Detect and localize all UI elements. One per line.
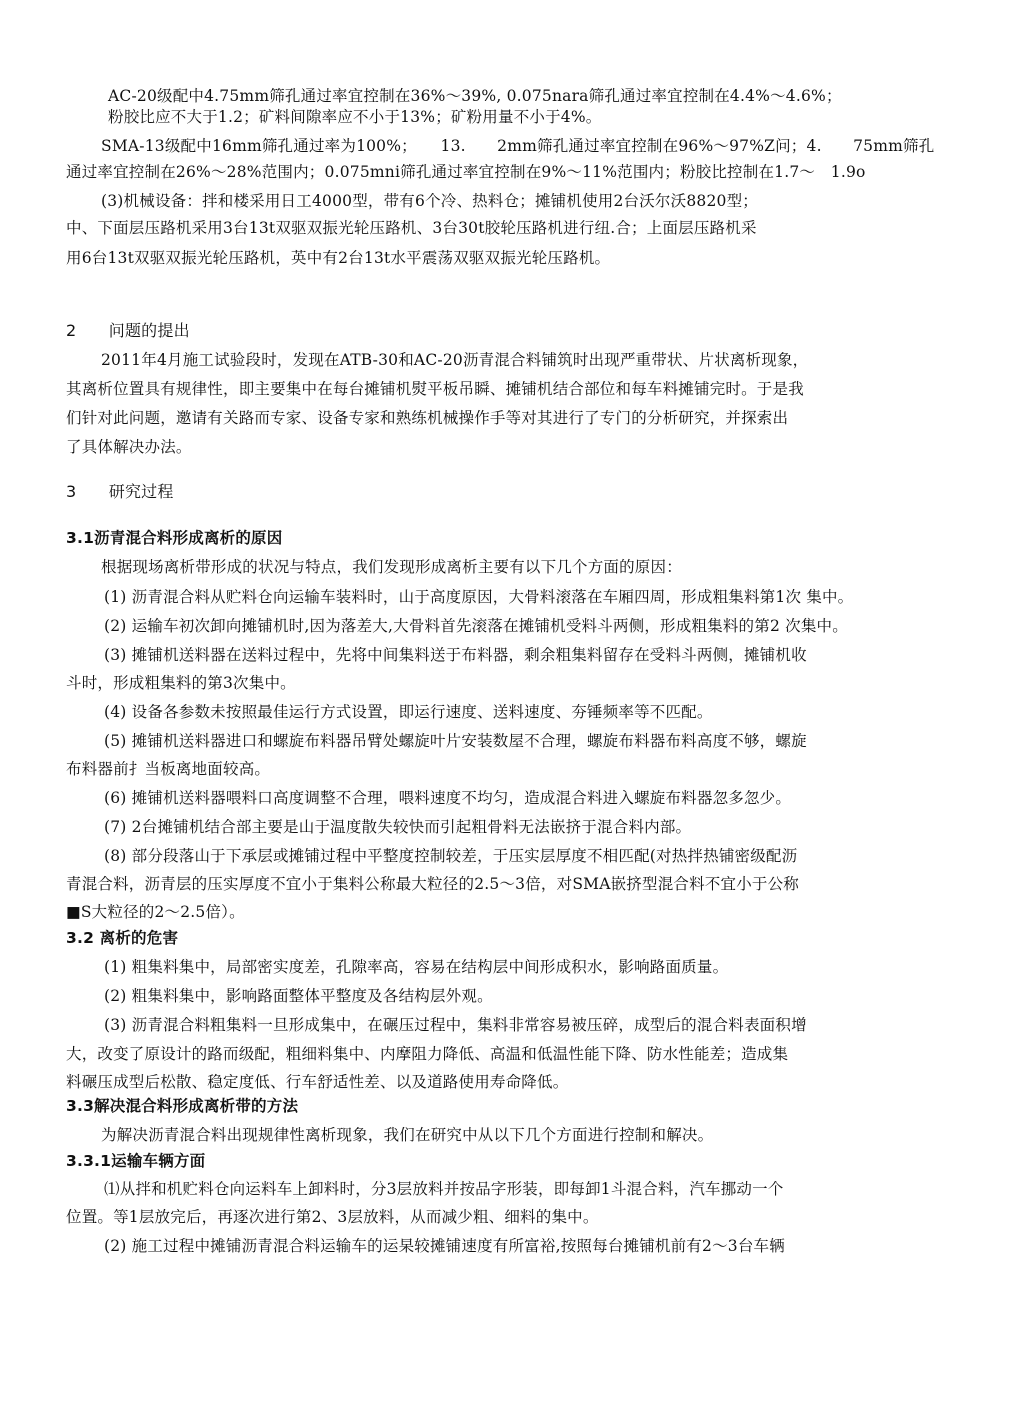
text-line: 料碾压成型后松散、稳定度低、行车舒适性差、以及道路使用寿命降低。 (66, 1073, 569, 1091)
text-line: (7) 2台摊铺机结合部主要是山于温度散失较快而引起粗骨料无法嵌挤于混合料内部。 (104, 818, 692, 836)
text-line: (2) 施工过程中摊铺沥青混合料运输车的运杲较摊铺速度有所富裕,按照每台摊铺机前有2～3台车辆 (104, 1237, 785, 1255)
subsection-heading: 3.3.1运输车辆方面 (66, 1152, 206, 1170)
text-line: (2) 运输车初次卸向摊铺机时,因为落差大,大骨料首先滚落在摊铺机受料斗两侧，形成粗集料的第2 次集中。 (104, 617, 848, 635)
text-line: 斗时，形成粗集料的第3次集中。 (66, 674, 296, 692)
subsection-heading: 3.2 离析的危害 (66, 929, 179, 947)
text-line: (6) 摊铺机送料器喂料口高度调整不合理，喂料速度不均匀，造成混合料进入螺旋布料器忽多忽少。 (104, 789, 792, 807)
text-line: 2011年4月施工试验段时，发现在ATB-30和AC-20沥青混合料铺筑时出现严重带状、片状离析现象， (101, 351, 809, 369)
text-line: 了具体解决办法。 (66, 438, 192, 456)
text-line: SMA-13级配中16mm筛孔通过率为100%； 13. 2mm筛孔通过率宜控制在96%～97%Z问；4. 75mm筛孔 (101, 137, 935, 155)
text-line: ⑴从拌和机贮料仓向运料车上卸料时，分3层放料并按品字形装，即每卸1斗混合料，汽车挪动一个 (104, 1180, 784, 1198)
text-line: 们针对此问题，邀请有关路而专家、设备专家和熟练机械操作手等对其进行了专门的分析研究，并探索出 (66, 409, 789, 427)
text-line: 为解决沥青混合料出现规律性离析现象，我们在研究中从以下几个方面进行控制和解决。 (101, 1126, 714, 1144)
text-line: (8) 部分段落山于下承层或摊铺过程中平整度控制较差，于压实层厚度不相匹配(对热拌热铺密级配沥 (104, 847, 798, 865)
text-line: (3)机械设备：拌和楼采用日工4000型，带有6个冷、热料仓；摊铺机使用2台沃尔沃8820型； (101, 192, 758, 210)
text-line: 布料器前扌当板离地面较高。 (66, 760, 271, 778)
text-line: (4) 设备各参数未按照最佳运行方式设置，即运行速度、送料速度、夯锤频率等不匹配。 (104, 703, 713, 721)
text-line: 青混合料，沥青层的压实厚度不宜小于集料公称最大粒径的2.5～3倍，对SMA嵌挤型混合料不宜小于公称 (66, 875, 799, 893)
text-line: 中、下面层压路机采用3台13t双驱双振光轮压路机、3台30t胶轮压路机进行纽.合；上面层压路机采 (66, 219, 757, 237)
subsection-heading: 3.3解决混合料形成离析带的方法 (66, 1097, 299, 1115)
text-line: (2) 粗集料集中，影响路面整体平整度及各结构层外观。 (104, 987, 493, 1005)
text-line: (5) 摊铺机送料器进口和螺旋布料器吊臂处螺旋叶片安装数屋不合理，螺旋布料器布料高度不够，螺旋 (104, 732, 807, 750)
text-line: AC-20级配中4.75mm筛孔通过率宜控制在36%～39%, 0.075nara筛孔通过率宜控制在4.4%～4.6%； (108, 87, 842, 105)
subsection-heading: 3.1沥青混合料形成离析的原因 (66, 529, 283, 547)
text-line: 大，改变了原设计的路而级配，粗细料集中、内摩阻力降低、高温和低温性能下降、防水性能差；造成集 (66, 1045, 789, 1063)
text-line: (3) 摊铺机送料器在送料过程中，先将中间集料送于布料器，剩余粗集料留存在受料斗两侧，摊铺机收 (104, 646, 807, 664)
text-line: 根据现场离析带形成的状况与特点，我们发现形成离析主要有以下几个方面的原因： (101, 558, 682, 576)
text-line: 位置。等1层放完后，再逐次进行第2、3层放料，从而减少粗、细料的集中。 (66, 1208, 599, 1226)
text-line: 粉胶比应不大于1.2；矿料间隙率应不小于13%；矿粉用量不小于4%。 (108, 108, 602, 126)
text-line: (3) 沥青混合料粗集料一旦形成集中，在碾压过程中，集料非常容易被压碎，成型后的混合料表面积增 (104, 1016, 807, 1034)
text-line: 其离析位置具有规律性，即主要集中在每台摊铺机熨平板吊瞬、摊铺机结合部位和每车料摊铺完时。于是我 (66, 380, 804, 398)
text-line: ■S大粒径的2～2.5倍）。 (66, 903, 245, 921)
text-line: (1) 沥青混合料从贮料仓向运输车装料时，山于高度原因，大骨料滚落在车厢四周，形成粗集料第1次 集中。 (104, 588, 854, 606)
text-line: 通过率宜控制在26%～28%范围内；0.075mni筛孔通过率宜控制在9%～11%范围内；粉胶比控制在1.7～ 1.9o (66, 163, 866, 181)
section-heading: 2 问题的提出 (66, 321, 190, 340)
text-line: 用6台13t双驱双振光轮压路机，英中有2台13t水平震荡双驱双振光轮压路机。 (66, 249, 611, 267)
section-heading: 3 研究过程 (66, 482, 174, 501)
text-line: (1) 粗集料集中，局部密实度差，孔隙率高，容易在结构层中间形成积水，影响路面质量。 (104, 958, 729, 976)
